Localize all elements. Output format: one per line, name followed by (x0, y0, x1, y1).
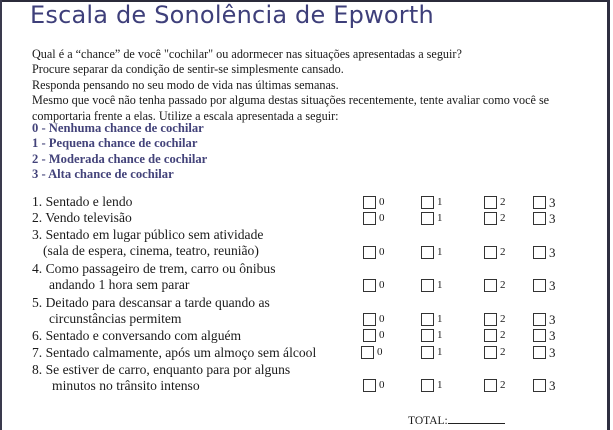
option-label: 2 (500, 329, 506, 341)
checkbox[interactable] (363, 212, 376, 225)
checkbox[interactable] (421, 246, 434, 259)
scale-item-1: 1 - Pequena chance de cochilar (32, 136, 198, 151)
question-text: 5. Deitado para descansar a tarde quando as (32, 295, 270, 310)
option-label: 3 (549, 195, 556, 210)
option-label: 1 (437, 279, 443, 291)
question-text: 2. Vendo televisão (32, 210, 132, 225)
question-7 (32, 345, 316, 361)
option-label: 2 (500, 379, 506, 391)
q8-option-2[interactable] (484, 379, 506, 392)
checkbox[interactable] (421, 313, 434, 326)
question-8 (32, 362, 290, 394)
question-1 (32, 194, 132, 210)
option-label: 2 (500, 212, 506, 224)
q4-option-1[interactable] (421, 279, 443, 292)
q8-option-0[interactable] (363, 379, 385, 392)
total-blank-line[interactable] (448, 413, 505, 424)
checkbox[interactable] (484, 212, 497, 225)
question-2 (32, 210, 132, 226)
question-text: 8. Se estiver de carro, enquanto para por alguns (32, 362, 291, 377)
q7-option-3[interactable] (533, 346, 556, 359)
q1-option-3[interactable] (533, 196, 556, 209)
checkbox[interactable] (363, 279, 376, 292)
option-label: 0 (379, 279, 385, 291)
question-text: 4. Como passageiro de trem, carro ou ônibus (32, 261, 276, 276)
q6-option-3[interactable] (533, 329, 556, 342)
option-label: 0 (379, 196, 385, 208)
checkbox[interactable] (484, 279, 497, 292)
q1-option-1[interactable] (421, 196, 443, 209)
q7-option-1[interactable] (421, 346, 443, 359)
question-text: 6. Sentado e conversando com alguém (32, 328, 242, 343)
q2-option-2[interactable] (484, 212, 506, 225)
option-label: 0 (379, 329, 385, 341)
checkbox[interactable] (421, 379, 434, 392)
q5-option-2[interactable] (484, 313, 506, 326)
instruction-line: Qual é a “chance” de você "cochilar" ou adormecer nas situações apresentadas a seguir? (32, 47, 462, 61)
total-label: TOTAL: (408, 415, 448, 427)
q3-option-3[interactable] (533, 246, 556, 259)
q2-option-1[interactable] (421, 212, 443, 225)
checkbox[interactable] (533, 246, 546, 259)
question-text: 3. Sentado em lugar público sem atividade (32, 227, 264, 242)
option-label: 3 (549, 245, 556, 260)
scale-item-0: 0 - Nenhuma chance de cochilar (32, 121, 204, 135)
checkbox[interactable] (533, 196, 546, 209)
q4-option-0[interactable] (363, 279, 385, 292)
question-text-cont: minutos no trânsito intenso (52, 378, 200, 393)
checkbox[interactable] (484, 346, 497, 359)
option-label: 3 (549, 312, 556, 327)
q6-option-1[interactable] (421, 329, 443, 342)
checkbox[interactable] (484, 313, 497, 326)
checkbox[interactable] (533, 212, 546, 225)
checkbox[interactable] (363, 379, 376, 392)
question-text-cont: andando 1 hora sem parar (49, 277, 190, 292)
q1-option-2[interactable] (484, 196, 506, 209)
instruction-line: Mesmo que você não tenha passado por alguma destas situações recentemente, tente avaliar como você se (32, 93, 550, 108)
checkbox[interactable] (533, 279, 546, 292)
checkbox[interactable] (421, 212, 434, 225)
instruction-line: Responda pensando no seu modo de vida nas últimas semanas. (32, 77, 339, 92)
q5-option-1[interactable] (421, 313, 443, 326)
instruction-line: comportaria frente a elas. Utilize a escala apresentada a seguir: (32, 108, 339, 123)
checkbox[interactable] (363, 329, 376, 342)
option-label: 2 (500, 313, 506, 325)
q8-option-1[interactable] (421, 379, 443, 392)
checkbox[interactable] (363, 196, 376, 209)
q5-option-0[interactable] (363, 313, 385, 326)
q6-option-2[interactable] (484, 329, 506, 342)
q4-option-3[interactable] (533, 279, 556, 292)
option-label: 1 (437, 246, 443, 258)
question-text-cont: circunstâncias permitem (49, 311, 182, 326)
checkbox[interactable] (484, 196, 497, 209)
q7-option-2[interactable] (484, 346, 506, 359)
q5-option-3[interactable] (533, 313, 556, 326)
page-title: Escala de Sonolência de Epworth (30, 1, 434, 29)
option-label: 3 (549, 278, 556, 293)
option-label: 2 (500, 346, 506, 358)
option-label: 3 (549, 211, 556, 226)
checkbox[interactable] (421, 279, 434, 292)
q7-option-0[interactable] (361, 346, 383, 359)
checkbox[interactable] (363, 313, 376, 326)
scale-item-2: 2 - Moderada chance de cochilar (32, 151, 208, 166)
option-label: 2 (500, 196, 506, 208)
question-text: 7. Sentado calmamente, após um almoço sem álcool (32, 345, 317, 360)
instruction-line: Procure separar da condição de sentir-se simplesmente cansado. (32, 62, 344, 77)
total-field (408, 413, 505, 427)
instructions (32, 47, 604, 124)
checkbox[interactable] (533, 346, 546, 359)
option-label: 0 (379, 246, 385, 258)
checkbox[interactable] (421, 346, 434, 359)
option-label: 3 (549, 345, 556, 360)
option-label: 3 (549, 378, 556, 393)
option-label: 3 (549, 328, 556, 343)
option-label: 0 (379, 379, 385, 391)
checkbox[interactable] (533, 313, 546, 326)
q3-option-2[interactable] (484, 246, 506, 259)
checkbox[interactable] (421, 196, 434, 209)
option-label: 1 (437, 212, 443, 224)
question-text-cont: (sala de espera, cinema, teatro, reunião) (43, 243, 259, 258)
q2-option-3[interactable] (533, 212, 556, 225)
option-label: 1 (437, 346, 443, 358)
option-label: 0 (379, 212, 385, 224)
question-5 (32, 295, 270, 327)
checkbox[interactable] (533, 379, 546, 392)
question-4 (32, 261, 276, 293)
checkbox[interactable] (533, 329, 546, 342)
scale-item-3: 3 - Alta chance de cochilar (32, 167, 174, 182)
question-text: 1. Sentado e lendo (32, 194, 133, 209)
frame-left-border (0, 0, 2, 430)
q1-option-0[interactable] (363, 196, 385, 209)
checkbox[interactable] (484, 329, 497, 342)
q3-option-1[interactable] (421, 246, 443, 259)
checkbox[interactable] (363, 246, 376, 259)
option-label: 1 (437, 379, 443, 391)
option-label: 0 (377, 346, 383, 358)
checkbox[interactable] (484, 379, 497, 392)
checkbox[interactable] (421, 329, 434, 342)
option-label: 2 (500, 279, 506, 291)
checkbox[interactable] (484, 246, 497, 259)
q4-option-2[interactable] (484, 279, 506, 292)
option-label: 1 (437, 329, 443, 341)
q6-option-0[interactable] (363, 329, 385, 342)
option-label: 2 (500, 246, 506, 258)
q2-option-0[interactable] (363, 212, 385, 225)
option-label: 0 (379, 313, 385, 325)
checkbox[interactable] (361, 346, 374, 359)
option-label: 1 (437, 196, 443, 208)
question-6 (32, 328, 241, 344)
scale-legend (32, 121, 207, 183)
q3-option-0[interactable] (363, 246, 385, 259)
q8-option-3[interactable] (533, 379, 556, 392)
option-label: 1 (437, 313, 443, 325)
question-3 (32, 227, 263, 259)
